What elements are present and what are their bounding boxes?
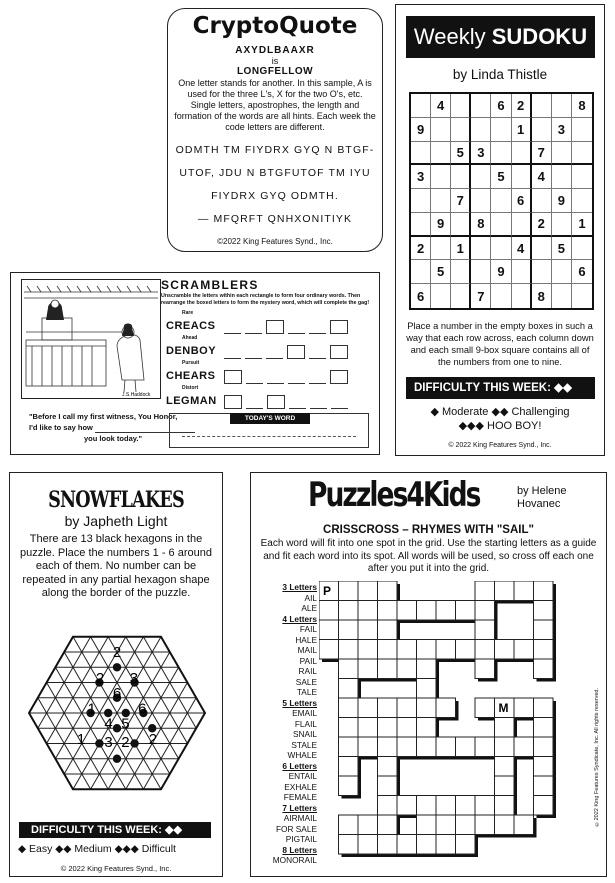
word-group-header: 7 Letters [282,802,317,813]
sudoku-cell[interactable]: 4 [532,165,552,189]
crisscross-cell[interactable] [378,581,398,601]
crisscross-cell[interactable] [339,776,359,796]
crisscross-grid [319,581,589,866]
crisscross-cell[interactable] [475,737,495,757]
sudoku-cell[interactable] [491,213,511,237]
crisscross-cell[interactable] [339,698,359,718]
snowflake-given-number: 6 [138,700,147,718]
sudoku-cell[interactable] [552,260,572,284]
crisscross-cell[interactable] [339,815,359,835]
word-list-item: TALE [296,687,317,697]
sudoku-copyright: © 2022 King Features Synd., Inc. [448,442,552,449]
crisscross-cell[interactable] [475,698,495,718]
sudoku-cell[interactable]: 2 [411,237,431,261]
cryptoquote-panel [167,8,383,252]
puzzles4kids-byline: by Helene Hovanec [517,485,567,510]
snowflakes-copyright: © 2022 King Features Synd., Inc. [60,864,172,873]
word-list-item: ALE [301,603,317,613]
sudoku-cell[interactable] [451,213,471,237]
start-letter: P [323,584,332,598]
sudoku-cell[interactable]: 9 [431,213,451,237]
cryptoquote-sample-answer: is LONGFELLOW [236,56,314,77]
sudoku-cell[interactable]: 3 [411,165,431,189]
sudoku-cell[interactable] [512,260,532,284]
sudoku-cell[interactable]: 1 [451,237,471,261]
crisscross-cell[interactable] [378,698,398,718]
crisscross-cell[interactable] [456,815,476,835]
sudoku-cell[interactable] [552,94,572,118]
crisscross-cell[interactable] [397,718,417,738]
word-list-item: MAIL [297,645,317,655]
word-list-item: PAIL [299,655,317,666]
start-letter: M [498,701,509,715]
crisscross-cell[interactable] [514,815,534,835]
snowflake-given-number: 1 [87,700,96,718]
snowflakes-instructions: There are 13 black hexagons in the puzzle. Place the numbers 1 - 6 around each of them. No number can be repeated in any partial hexagon shape along the border of the puzzle. [19,533,212,599]
crisscross-cell[interactable] [378,835,398,855]
black-hexagon-node [113,663,121,671]
cryptoquote-description: One letter stands for another. In this sample, A is used for the three L's, X for the two O's, etc. Single letters, apostrophes, the length and formation of the words are all hints. Each week the code letters are different. [174,78,376,132]
sudoku-cell[interactable] [471,189,491,213]
snowflake-given-number: 3 [104,733,113,751]
sudoku-cell[interactable] [491,118,511,142]
crisscross-cell[interactable] [397,659,417,679]
crisscross-cell[interactable] [436,640,456,660]
scramblers-caption: "Before I call my first witness, You Honor, I'd like to say how you look today." [29,411,199,444]
crisscross-cell[interactable] [339,601,359,621]
cartoon-signature: J.S.Haddock [122,392,151,398]
sudoku-cell[interactable] [491,237,511,261]
sudoku-cell[interactable] [431,284,451,308]
puzzles4kids-subtitle: CRISSCROSS – RHYMES WITH "SAIL" [323,524,534,536]
sudoku-cell[interactable] [431,118,451,142]
crisscross-cell[interactable] [378,718,398,738]
crisscross-cell[interactable] [495,796,515,816]
crisscross-cell[interactable] [417,796,437,816]
sudoku-cell[interactable] [552,142,572,166]
crisscross-cell[interactable] [495,737,515,757]
sudoku-cell[interactable]: 3 [471,142,491,166]
todays-word-box [169,413,369,448]
black-hexagon-node [113,755,121,763]
cryptoquote-line: FIYDRX GYQ ODMTH. [211,190,339,202]
crisscross-cell[interactable] [378,601,398,621]
sudoku-cell[interactable]: 1 [512,118,532,142]
scramblers-panel [10,272,380,455]
sudoku-cell[interactable]: 9 [552,189,572,213]
crisscross-cell[interactable] [417,601,437,621]
cryptoquote-line: — MFQRFT QNHXONITIYK [197,213,353,225]
crisscross-cell[interactable] [495,640,515,660]
word-group-header: 4 Letters [282,613,317,624]
crisscross-cell[interactable] [339,679,359,699]
word-group-header: 8 Letters [282,844,317,855]
cryptoquote-sample-code: AXYDLBAAXR [235,45,315,56]
sudoku-cell[interactable]: 6 [572,260,592,284]
crisscross-cell[interactable] [475,601,495,621]
word-list-item: SNAIL [293,729,317,739]
cryptoquote-copyright: ©2022 King Features Synd., Inc. [217,237,333,246]
crisscross-cell[interactable] [397,796,417,816]
snowflake-given-number: 4 [104,715,113,733]
snowflakes-grid [28,616,206,811]
crisscross-cell[interactable] [339,581,359,601]
sudoku-cell[interactable] [491,189,511,213]
crisscross-cell[interactable] [514,640,534,660]
crisscross-cell[interactable] [436,737,456,757]
sudoku-cell[interactable] [451,260,471,284]
sudoku-cell[interactable] [552,213,572,237]
sudoku-cell[interactable]: 2 [512,94,532,118]
sudoku-cell[interactable] [431,165,451,189]
crisscross-cell[interactable] [534,718,554,738]
sudoku-cell[interactable] [532,237,552,261]
sudoku-title: Weekly SUDOKU [406,16,595,58]
sudoku-cell[interactable] [411,260,431,284]
sudoku-cell[interactable]: 5 [431,260,451,284]
crisscross-cell[interactable] [397,601,417,621]
cryptoquote-title: CryptoQuote [192,13,358,39]
sudoku-cell[interactable] [572,284,592,308]
snowflakes-panel [9,472,223,877]
sudoku-cell[interactable] [491,142,511,166]
crisscross-cell[interactable] [475,815,495,835]
sudoku-cell[interactable] [512,213,532,237]
crisscross-cell[interactable] [378,640,398,660]
crisscross-cell[interactable] [436,698,456,718]
crisscross-cell[interactable] [436,601,456,621]
sudoku-cell[interactable]: 1 [572,213,592,237]
crisscross-cell[interactable] [534,776,554,796]
crisscross-cell[interactable] [475,659,495,679]
crisscross-cell[interactable] [514,737,534,757]
black-hexagon-node [95,739,103,747]
crisscross-cell[interactable] [397,835,417,855]
word-list-item: FLAIL [294,718,317,729]
sudoku-cell[interactable] [411,142,431,166]
crisscross-cell[interactable] [358,659,378,679]
sudoku-cell[interactable]: 4 [431,94,451,118]
word-list-item: HALE [295,634,317,645]
sudoku-cell[interactable] [572,118,592,142]
word-list-item: FAIL [299,624,317,634]
sudoku-cell[interactable] [552,165,572,189]
puzzles4kids-panel [250,472,607,877]
crisscross-cell[interactable] [358,620,378,640]
puzzles4kids-copyright: ©2022 King Features Syndicate, Inc. All rights reserved. [594,688,600,827]
snowflake-given-number: 3 [129,669,139,687]
sudoku-cell[interactable]: 5 [491,165,511,189]
sudoku-cell[interactable] [572,237,592,261]
sudoku-cell[interactable] [451,165,471,189]
sudoku-cell[interactable] [471,94,491,118]
crisscross-cell[interactable] [534,620,554,640]
crisscross-cell[interactable] [358,640,378,660]
snowflake-given-number: 5 [121,715,130,733]
sudoku-cell[interactable] [431,189,451,213]
crisscross-cell[interactable] [475,640,495,660]
sudoku-cell[interactable] [512,284,532,308]
sudoku-cell[interactable] [431,237,451,261]
crisscross-cell[interactable] [417,659,437,679]
sudoku-cell[interactable] [552,284,572,308]
snowflake-given-number: 2 [95,669,105,687]
crisscross-cell[interactable] [514,581,534,601]
word-group-header: 5 Letters [282,697,317,708]
crisscross-cell[interactable] [417,698,437,718]
word-list-item: EXHALE [284,781,317,792]
crisscross-cell[interactable] [339,835,359,855]
snowflakes-title: SNOWFLAKES [48,487,184,513]
sudoku-cell[interactable]: 8 [532,284,552,308]
sudoku-cell[interactable]: 8 [471,213,491,237]
scrambler-row: Ahead DENBOY [166,335,371,359]
crisscross-cell[interactable] [339,757,359,777]
crisscross-cell[interactable] [534,796,554,816]
sudoku-cell[interactable] [532,189,552,213]
crisscross-cell[interactable] [417,815,437,835]
crisscross-cell[interactable] [534,757,554,777]
scrambler-row: Distort LEGMAN [166,385,371,409]
word-list-item: EMAIL [292,708,317,718]
sudoku-cell[interactable] [572,165,592,189]
crisscross-cell[interactable] [378,757,398,777]
puzzles4kids-title: Puzzles4Kids [308,475,480,515]
sudoku-cell[interactable] [451,284,471,308]
sudoku-instructions: Place a number in the empty boxes in such a way that each row across, each column down and each small 9-box square contains all of the numbers from one to nine. [406,321,594,367]
sudoku-cell[interactable]: 7 [532,142,552,166]
crisscross-cell[interactable] [378,620,398,640]
crisscross-cell[interactable] [378,659,398,679]
crisscross-cell[interactable] [417,737,437,757]
crisscross-cell[interactable] [534,581,554,601]
scrambler-row: Pursuit CHEARS [166,360,371,384]
crisscross-cell[interactable] [339,640,359,660]
sudoku-cell[interactable] [471,165,491,189]
crisscross-cell[interactable] [358,815,378,835]
word-list-item: AIRMAIL [283,813,317,823]
sudoku-cell[interactable]: 6 [411,284,431,308]
word-list [261,582,317,866]
crisscross-cell[interactable] [475,620,495,640]
sudoku-cell[interactable]: 7 [451,189,471,213]
word-group-header: 3 Letters [282,582,317,592]
crisscross-cell[interactable] [456,737,476,757]
snowflakes-difficulty: DIFFICULTY THIS WEEK: ◆◆ [19,822,211,838]
word-list-item: SALE [295,676,317,687]
sudoku-cell[interactable] [572,142,592,166]
sudoku-cell[interactable]: 8 [572,94,592,118]
sudoku-cell[interactable] [512,142,532,166]
word-list-item: ENTAIL [288,771,317,781]
crisscross-cell[interactable] [378,815,398,835]
snowflake-given-number: 2 [112,644,122,662]
crisscross-cell[interactable] [358,581,378,601]
crisscross-cell[interactable] [534,601,554,621]
crisscross-cell[interactable] [417,835,437,855]
crisscross-cell[interactable] [319,620,339,640]
puzzles4kids-instructions: Each word will fit into one spot in the grid. Use the starting letters as a guide and fit each word into its spot. All words will be used, so cross off each one after you put it into the grid. [260,538,597,574]
sudoku-cell[interactable]: 3 [552,118,572,142]
crisscross-cell[interactable] [397,640,417,660]
crisscross-cell[interactable] [378,776,398,796]
sudoku-cell[interactable]: 7 [471,284,491,308]
sudoku-cell[interactable]: 9 [411,118,431,142]
crisscross-cell[interactable] [397,737,417,757]
crisscross-cell[interactable] [417,640,437,660]
crisscross-cell[interactable] [495,776,515,796]
word-list-item: FEMALE [283,792,317,802]
sudoku-difficulty: DIFFICULTY THIS WEEK: ◆◆ [406,377,595,399]
crisscross-cell[interactable] [495,757,515,777]
sudoku-cell[interactable] [491,284,511,308]
snowflakes-byline: by Japheth Light [64,513,168,529]
crisscross-cell[interactable] [339,718,359,738]
crisscross-cell[interactable] [456,796,476,816]
crisscross-cell[interactable] [358,835,378,855]
sudoku-cell[interactable] [451,118,471,142]
black-hexagon-node [113,724,121,732]
sudoku-byline: by Linda Thistle [452,67,548,82]
crisscross-cell[interactable] [358,718,378,738]
sudoku-panel [395,4,605,456]
sudoku-cell[interactable]: 9 [491,260,511,284]
crisscross-cell[interactable] [358,601,378,621]
crisscross-cell[interactable] [397,698,417,718]
crisscross-cell[interactable] [495,815,515,835]
crisscross-cell[interactable] [534,698,554,718]
word-list-item: RAIL [298,666,317,676]
sudoku-cell[interactable]: 6 [491,94,511,118]
crisscross-cell[interactable] [514,698,534,718]
word-group-header: 6 Letters [282,760,317,771]
crisscross-cell[interactable] [475,796,495,816]
scramblers-title: SCRAMBLERS [161,278,259,292]
sudoku-grid [409,92,594,310]
sudoku-cell[interactable] [431,142,451,166]
sudoku-cell[interactable] [471,260,491,284]
crisscross-cell[interactable] [475,581,495,601]
cryptoquote-line: UTOF, JDU N BTGFUTOF TM IYU [179,167,371,179]
word-list-item: AIL [304,592,317,603]
sudoku-cell[interactable] [411,213,431,237]
snowflake-given-number: 2 [121,733,130,751]
crisscross-cell[interactable] [339,659,359,679]
crisscross-cell[interactable] [534,640,554,660]
word-list-item: PIGTAIL [285,834,317,844]
snowflake-given-number: 2 [148,730,158,748]
crisscross-cell[interactable] [495,581,515,601]
snowflake-given-number: 6 [112,685,122,703]
crisscross-cell[interactable] [534,737,554,757]
crisscross-cell[interactable] [378,737,398,757]
sudoku-cell[interactable] [411,189,431,213]
black-hexagon-node [130,739,138,747]
sudoku-cell[interactable]: 4 [512,237,532,261]
sudoku-cell[interactable] [532,94,552,118]
crisscross-cell[interactable] [339,737,359,757]
sudoku-cell[interactable] [532,118,552,142]
crisscross-cell[interactable] [456,601,476,621]
sudoku-cell[interactable] [471,237,491,261]
sudoku-cell[interactable]: 5 [451,142,471,166]
crisscross-cell[interactable] [534,659,554,679]
crisscross-cell[interactable] [495,718,515,738]
crisscross-cell[interactable] [436,815,456,835]
crisscross-cell[interactable] [358,698,378,718]
sudoku-cell[interactable]: 2 [532,213,552,237]
sudoku-cell[interactable] [512,165,532,189]
scramblers-description: Unscramble the letters within each rectangle to form four ordinary words. Then rearrange the boxed letters to form the mystery word, which will complete the gag! [161,293,370,306]
sudoku-cell[interactable] [451,94,471,118]
courtroom-cartoon [21,279,161,399]
sudoku-cell[interactable]: 5 [552,237,572,261]
word-list-item: STALE [291,739,317,750]
word-list-item: FOR SALE [275,823,317,834]
sudoku-levels: ◆ Moderate ◆◆ Challenging ◆◆◆ HOO BOY! [430,406,570,432]
crisscross-cell[interactable] [417,718,437,738]
crisscross-cell[interactable] [319,601,339,621]
crisscross-cell[interactable] [319,640,339,660]
snowflakes-levels: ◆ Easy ◆◆ Medium ◆◆◆ Difficult [18,843,176,855]
crisscross-cell[interactable] [378,796,398,816]
todays-word-label: TODAY'S WORD [230,413,310,424]
crisscross-cell[interactable] [436,796,456,816]
sudoku-cell[interactable] [411,94,431,118]
crisscross-cell[interactable] [339,620,359,640]
sudoku-cell[interactable]: 6 [512,189,532,213]
scrambler-row: Rare CREACS [166,310,371,334]
sudoku-cell[interactable] [471,118,491,142]
crisscross-cell[interactable] [358,737,378,757]
sudoku-cell[interactable] [572,189,592,213]
sudoku-cell[interactable] [532,260,552,284]
word-list-item: WHALE [287,750,317,760]
snowflake-given-number: 1 [76,730,86,748]
crisscross-cell[interactable] [417,679,437,699]
crisscross-cell[interactable] [456,640,476,660]
crisscross-cell[interactable] [456,835,476,855]
cryptoquote-line: ODMTH TM FIYDRX GYQ N BTGF- [175,144,375,156]
word-list-item: MONORAIL [272,855,317,865]
crisscross-cell[interactable] [436,835,456,855]
